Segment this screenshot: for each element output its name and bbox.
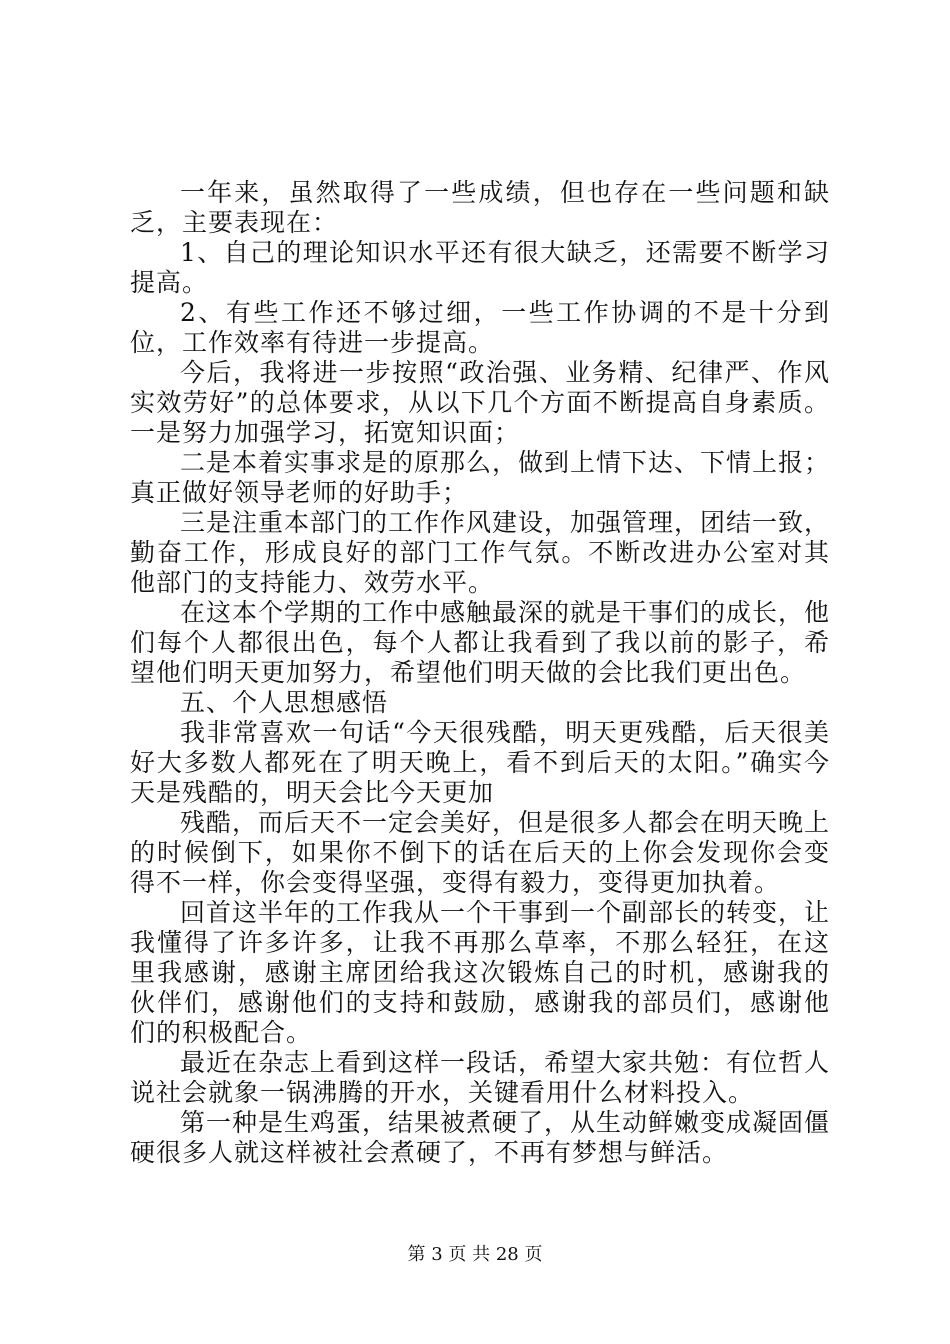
paragraph-4: 今后，我将进一步按照“政治强、业务精、纪律严、作风实效劳好”的总体要求，从以下几个方面不断提高自身素质。一是努力加强学习，拓宽知识面； [130,358,830,447]
paragraph-1: 一年来，虽然取得了一些成绩，但也存在一些问题和缺乏，主要表现在： [130,178,830,237]
paragraph-11: 最近在杂志上看到这样一段话，希望大家共勉：有位哲人说社会就象一锅沸腾的开水，关键看用什么材料投入。 [130,1048,831,1107]
paragraph-2: 1、自己的理论知识水平还有很大缺乏，还需要不断学习提高。 [130,238,830,297]
paragraph-10: 回首这半年的工作我从一个干事到一个副部长的转变，让我懂得了许多许多，让我不再那么草率，不那么轻狂，在这里我感谢，感谢主席团给我这次锻炼自己的时机，感谢我的伙伴们，感谢他们的支持和鼓励，感谢我的部员们，感谢他们的积极配合。 [130,898,831,1047]
body-text [130,178,830,1168]
paragraph-9: 残酷，而后天不一定会美好，但是很多人都会在明天晚上的时候倒下，如果你不倒下的话在后天的上你会发现你会变得不一样，你会变得坚强，变得有毅力，变得更加执着。 [130,808,831,897]
paragraph-3: 2、有些工作还不够过细，一些工作协调的不是十分到位，工作效率有待进一步提高。 [130,298,830,357]
paragraph-7: 在这本个学期的工作中感触最深的就是干事们的成长，他们每个人都很出色，每个人都让我看到了我以前的影子，希望他们明天更加努力，希望他们明天做的会比我们更出色。 [130,598,831,687]
paragraph-5: 二是本着实事求是的原那么，做到上情下达、下情上报；真正做好领导老师的好助手； [130,448,831,507]
page-footer: 第 3 页 共 28 页 [407,1244,543,1265]
paragraph-12: 第一种是生鸡蛋，结果被煮硬了，从生动鲜嫩变成凝固僵硬很多人就这样被社会煮硬了，不再有梦想与鲜活。 [130,1108,831,1167]
section-heading: 五、个人思想感悟 [180,688,389,717]
paragraph-6: 三是注重本部门的工作作风建设，加强管理，团结一致，勤奋工作，形成良好的部门工作气氛。不断改进办公室对其他部门的支持能力、效劳水平。 [130,508,831,597]
paragraph-8: 我非常喜欢一句话“今天很残酷，明天更残酷，后天很美好大多数人都死在了明天晚上，看不到后天的太阳。”确实今天是残酷的，明天会比今天更加 [130,718,830,807]
